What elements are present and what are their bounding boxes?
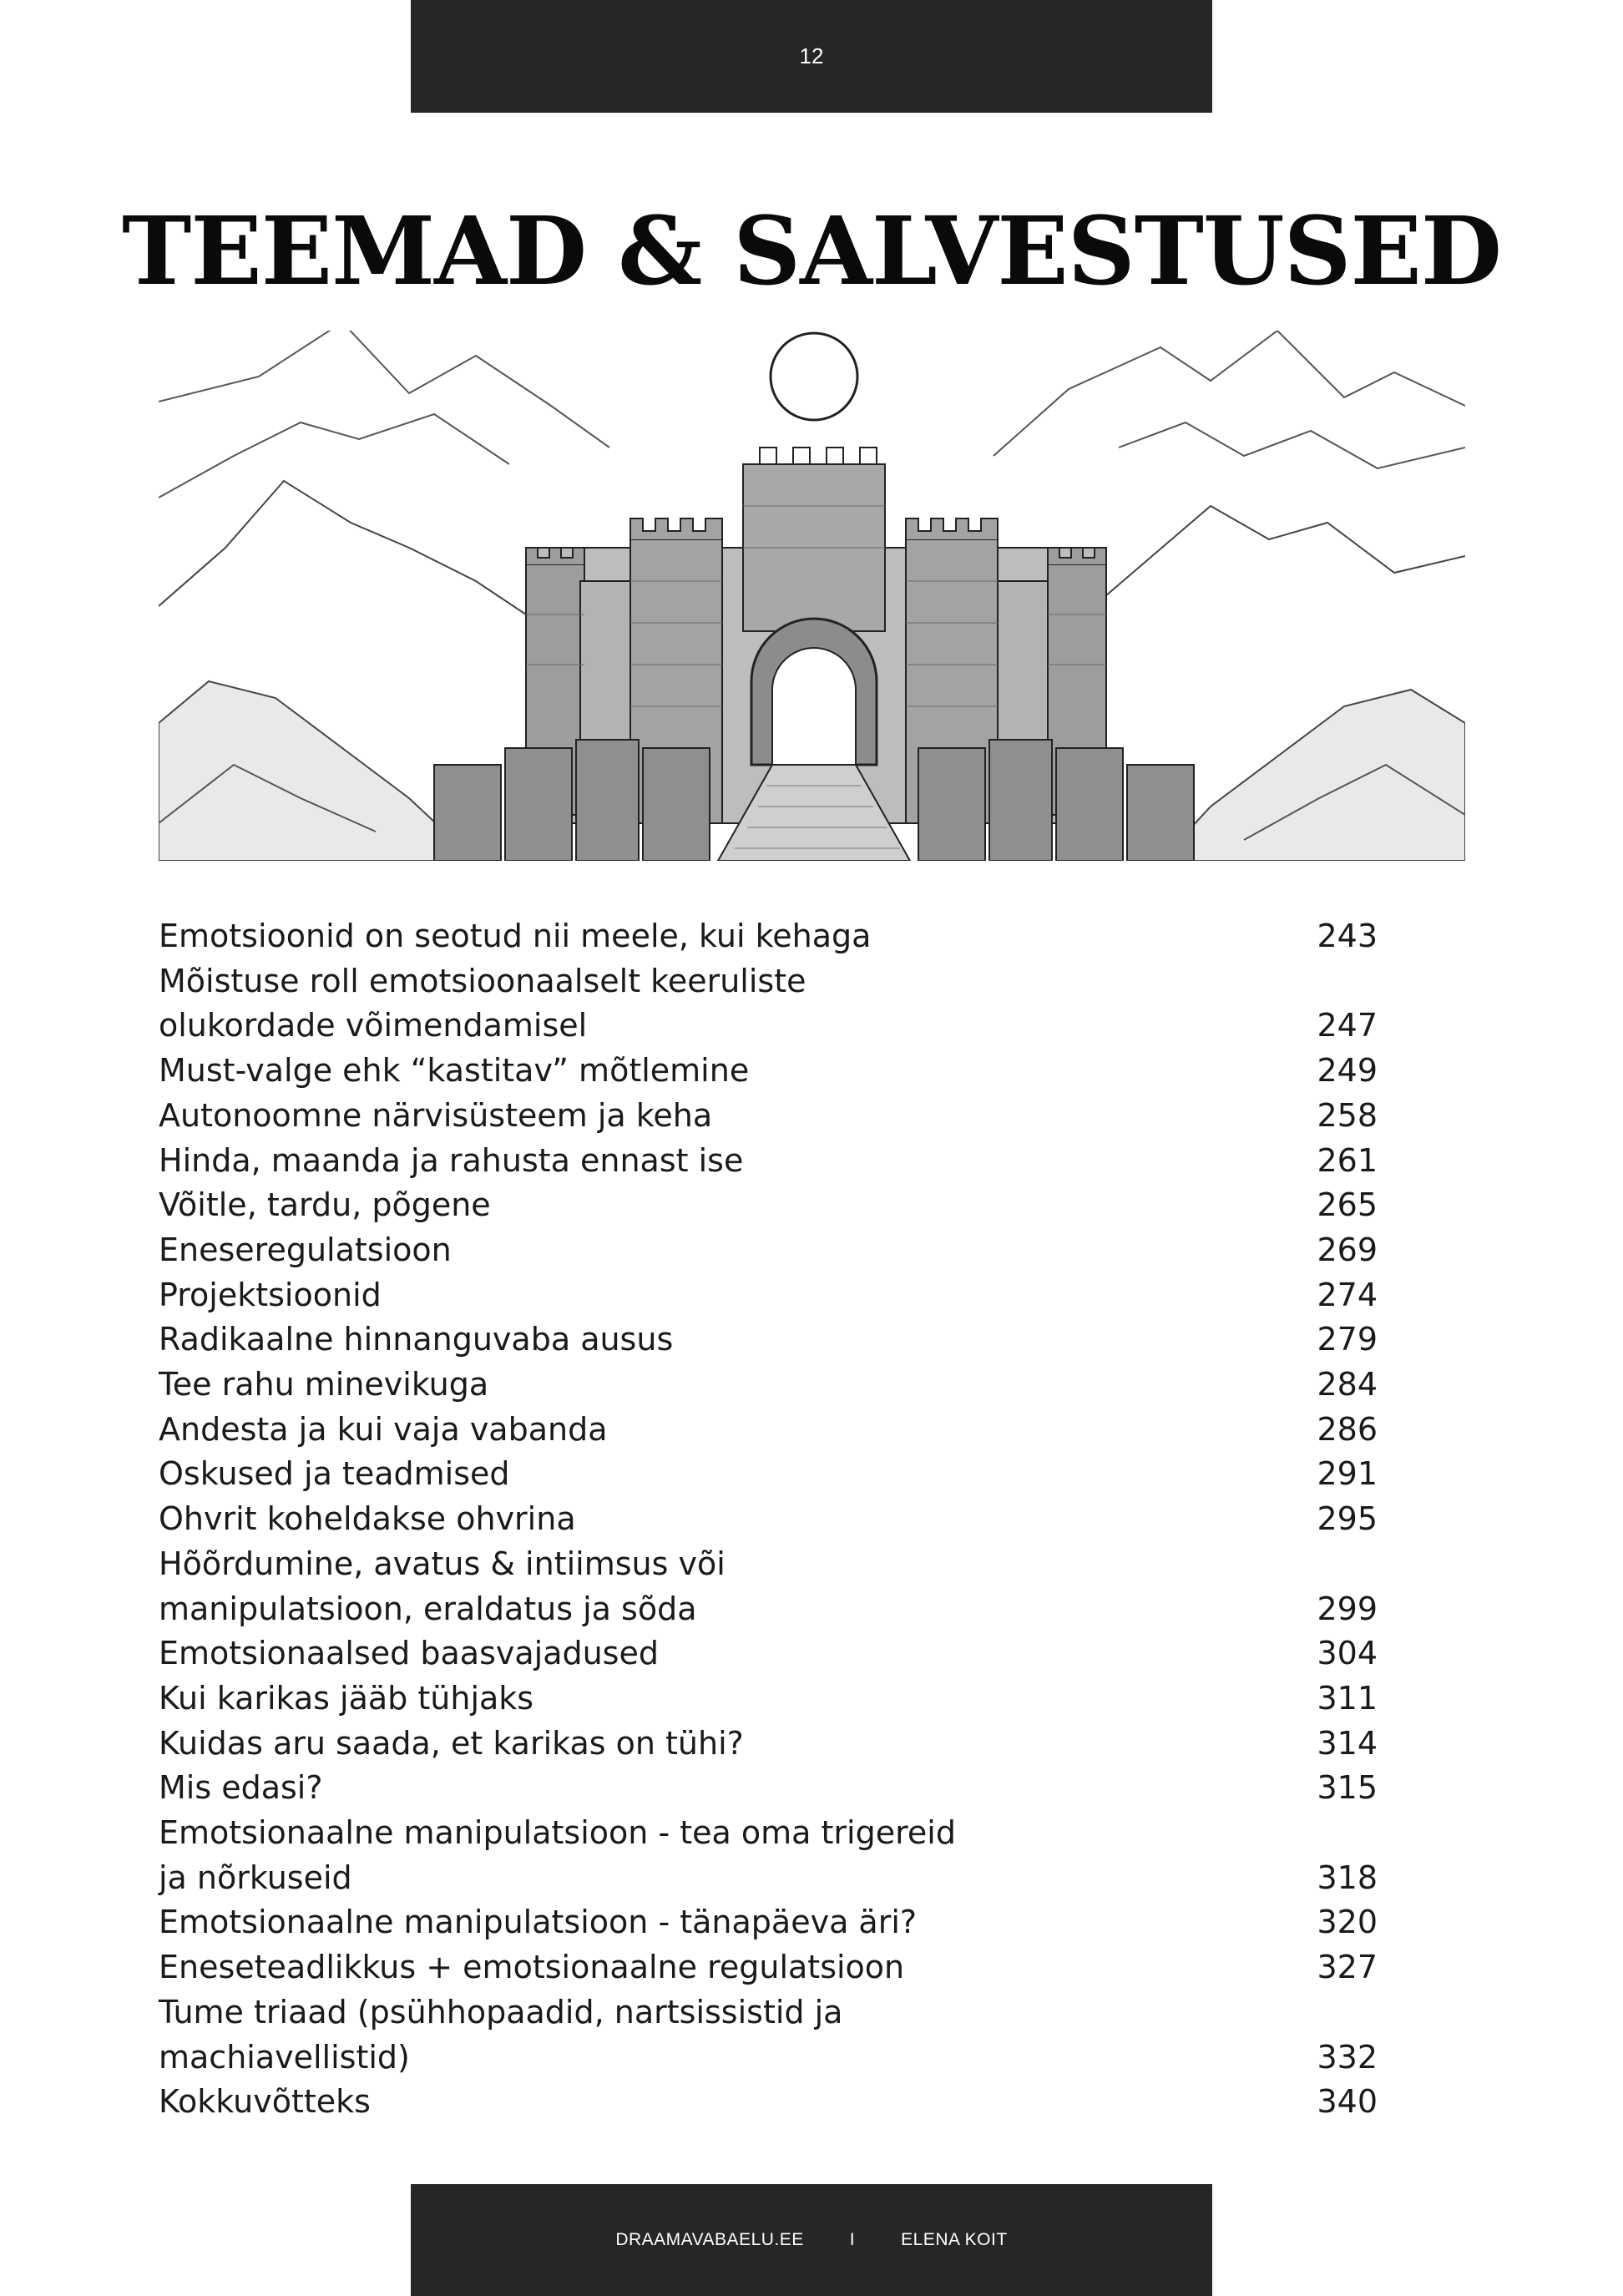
toc-entry-page: 315	[1317, 1769, 1378, 1807]
toc-entry-title	[159, 2080, 994, 2125]
toc-entry-page: 295	[1317, 1500, 1378, 1538]
footer-site: DRAAMAVABAELU.EE	[615, 2230, 804, 2249]
toc-entry-page: 249	[1317, 1052, 1378, 1090]
toc-entry-page: 265	[1317, 1186, 1378, 1224]
toc-entry-page: 320	[1317, 1904, 1378, 1941]
toc-entry-title	[159, 1094, 994, 1139]
toc-entry	[159, 1722, 1378, 1767]
toc-entry	[159, 1228, 1378, 1273]
toc-entry-line: Võitle, tardu, põgene	[159, 1186, 491, 1224]
toc-entry-title	[159, 1990, 994, 2080]
toc-entry-title	[159, 1183, 994, 1228]
toc-entry-title	[159, 1049, 994, 1094]
toc-entry-title	[159, 959, 994, 1049]
toc-entry-title	[159, 1139, 994, 1184]
toc-entry	[159, 1676, 1378, 1722]
toc-entry	[159, 1273, 1378, 1318]
toc-entry-line: ja nõrkuseid	[159, 1859, 352, 1896]
toc-entry-title	[159, 1900, 994, 1945]
toc-entry	[159, 1139, 1378, 1184]
toc-entry-title	[159, 1363, 994, 1408]
toc-entry	[159, 1811, 1378, 1900]
toc-entry	[159, 1363, 1378, 1408]
toc-entry-title	[159, 1228, 994, 1273]
toc-entry-line: Emotsioonid on seotud nii meele, kui kehaga	[159, 918, 872, 954]
toc-entry-line: Eneseteadlikkus + emotsionaalne regulatsioon	[159, 1949, 905, 1986]
toc-entry-page: 340	[1317, 2083, 1378, 2121]
toc-entry-line: Tume triaad (psühhopaadid, nartsissistid ja	[159, 1993, 843, 2030]
toc-entry-title	[159, 1317, 994, 1363]
toc-entry-line: Emotsionaalne manipulatsioon - tea oma trigereid	[159, 1814, 956, 1852]
toc-entry-page: 243	[1317, 918, 1378, 954]
toc-entry	[159, 1497, 1378, 1542]
toc-entry-page: 327	[1317, 1949, 1378, 1986]
toc-entry-page: 279	[1317, 1321, 1378, 1358]
toc-entry-line: Emotsionaalsed baasvajadused	[159, 1635, 659, 1672]
toc-entry-page: 314	[1317, 1724, 1378, 1762]
toc-entry-line: Mis edasi?	[159, 1769, 323, 1807]
page-title: TEEMAD & SALVESTUSED	[122, 197, 1501, 306]
castle-mountains-illustration	[159, 331, 1465, 861]
toc-entry-page: 284	[1317, 1366, 1378, 1403]
toc-entry	[159, 1094, 1378, 1139]
toc-entry-title	[159, 1631, 994, 1676]
toc-entry-title	[159, 1408, 994, 1453]
toc-entry-line: Hõõrdumine, avatus & intiimsus või	[159, 1545, 726, 1582]
toc-entry	[159, 1990, 1378, 2080]
toc-entry-line: Radikaalne hinnanguvaba ausus	[159, 1321, 674, 1358]
toc-entry-line: Ohvrit koheldakse ohvrina	[159, 1500, 576, 1538]
toc-entry-title	[159, 914, 994, 959]
toc-entry-page: 311	[1317, 1679, 1378, 1717]
toc-entry-line: Hinda, maanda ja rahusta ennast ise	[159, 1141, 744, 1179]
toc-entry	[159, 1408, 1378, 1453]
toc-entry-title	[159, 1497, 994, 1542]
toc-entry	[159, 1542, 1378, 1631]
toc-entry-page: 274	[1317, 1276, 1378, 1313]
toc-entry-line: Kokkuvõtteks	[159, 2083, 371, 2121]
toc-entry-line: olukordade võimendamisel	[159, 1007, 588, 1044]
toc-entry-title	[159, 1452, 994, 1497]
toc-entry-line: Kuidas aru saada, et karikas on tühi?	[159, 1724, 744, 1762]
toc-entry-title	[159, 1676, 994, 1722]
toc-entry-page: 258	[1317, 1096, 1378, 1134]
toc-entry	[159, 1183, 1378, 1228]
toc-entry-page: 261	[1317, 1141, 1378, 1179]
page-number: 12	[799, 43, 824, 68]
toc-entry-line: Andesta ja kui vaja vabanda	[159, 1410, 608, 1448]
toc-entry-line: Mõistuse roll emotsioonaalselt keeruliste	[159, 962, 806, 999]
footer-author: ELENA KOIT	[901, 2230, 1008, 2249]
table-of-contents	[159, 914, 1378, 2125]
toc-entry-page: 318	[1317, 1859, 1378, 1896]
toc-entry-line: Projektsioonid	[159, 1276, 382, 1313]
toc-entry	[159, 1900, 1378, 1945]
toc-entry-title	[159, 1542, 994, 1631]
toc-entry-page: 291	[1317, 1455, 1378, 1493]
toc-entry-line: Tee rahu minevikuga	[159, 1366, 489, 1403]
toc-entry-title	[159, 1945, 994, 1990]
toc-entry-page: 332	[1317, 2038, 1378, 2076]
toc-entry-page: 299	[1317, 1590, 1378, 1627]
toc-entry	[159, 1452, 1378, 1497]
toc-entry-line: machiavellistid)	[159, 2038, 410, 2076]
toc-entry	[159, 959, 1378, 1049]
header-bar	[411, 0, 1212, 113]
toc-entry-line: Eneseregulatsioon	[159, 1231, 452, 1268]
toc-entry-line: Emotsionaalne manipulatsioon - tänapäeva äri?	[159, 1904, 918, 1941]
toc-entry-page: 286	[1317, 1410, 1378, 1448]
toc-entry	[159, 1631, 1378, 1676]
footer-separator: I	[849, 2230, 856, 2249]
toc-entry-page: 304	[1317, 1635, 1378, 1672]
toc-entry-line: manipulatsioon, eraldatus ja sõda	[159, 1590, 697, 1627]
toc-entry	[159, 1945, 1378, 1990]
toc-entry	[159, 2080, 1378, 2125]
toc-entry-line: Must-valge ehk “kastitav” mõtlemine	[159, 1052, 750, 1090]
toc-entry-line: Oskused ja teadmised	[159, 1455, 510, 1493]
toc-entry-page: 269	[1317, 1231, 1378, 1268]
toc-entry-title	[159, 1722, 994, 1767]
toc-entry-page: 247	[1317, 1007, 1378, 1044]
toc-entry-title	[159, 1811, 994, 1900]
toc-entry	[159, 1317, 1378, 1363]
toc-entry	[159, 914, 1378, 959]
toc-entry-line: Kui karikas jääb tühjaks	[159, 1679, 534, 1717]
toc-entry-line: Autonoomne närvisüsteem ja keha	[159, 1096, 713, 1134]
toc-entry	[159, 1766, 1378, 1811]
toc-entry	[159, 1049, 1378, 1094]
toc-entry-title	[159, 1766, 994, 1811]
toc-entry-title	[159, 1273, 994, 1318]
footer-bar	[411, 2184, 1212, 2296]
